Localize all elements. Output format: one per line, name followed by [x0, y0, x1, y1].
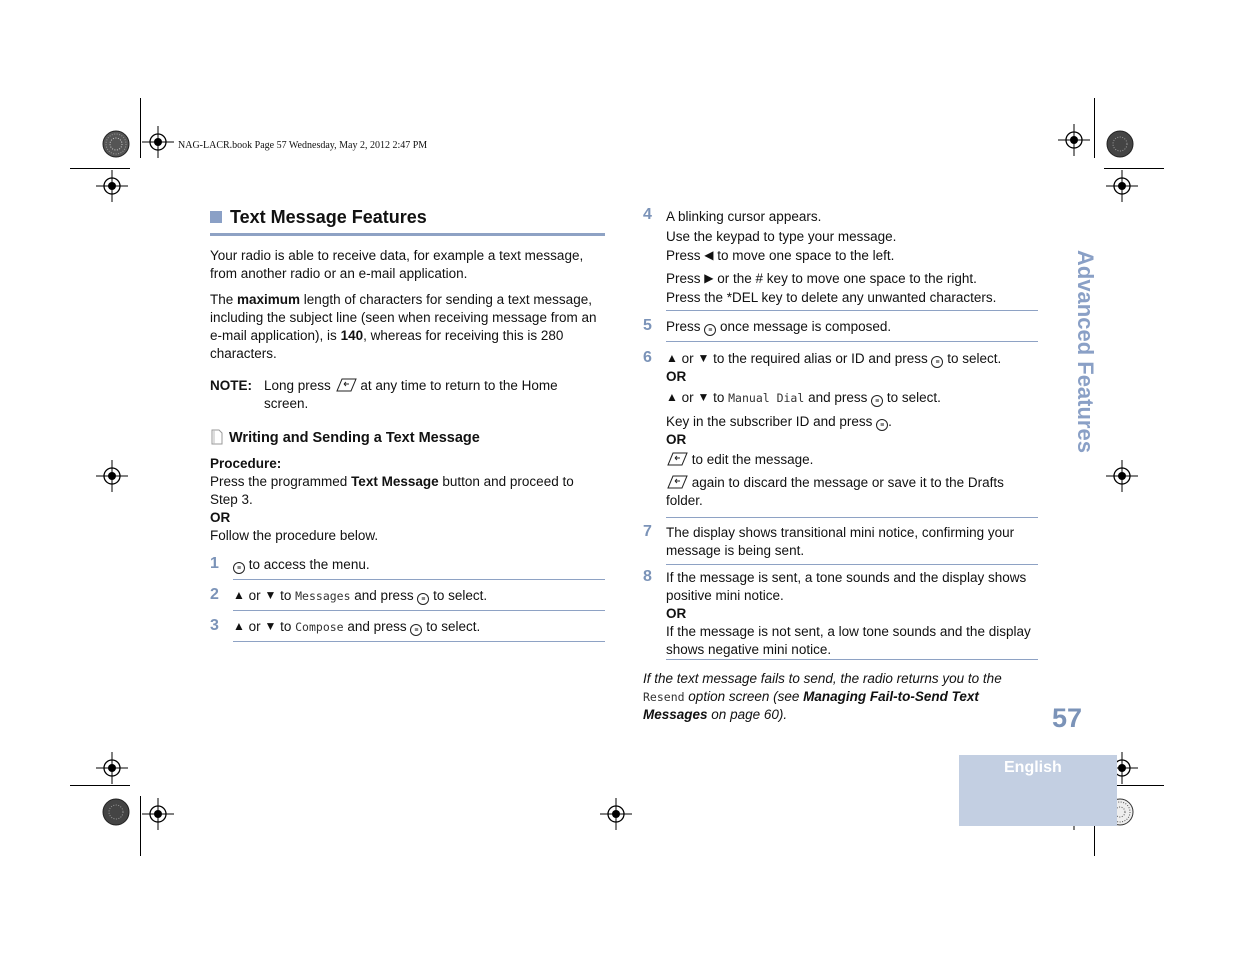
text-run: and press [347, 619, 407, 634]
cross-reference: Managing Fail-to-Send Text Messages [643, 689, 979, 722]
bold-run: 140 [340, 328, 364, 343]
text-run: length of characters for sending a text message, including the subject line (seen when receiving message from an e-mail application), is [210, 292, 597, 343]
text-run: to [280, 619, 292, 634]
text-run: to select. [947, 351, 1002, 366]
text-run: Press the programmed [210, 474, 352, 489]
text-line [666, 389, 1038, 407]
note-text [264, 377, 605, 413]
menu-ok-icon: ≡ [233, 562, 245, 574]
text-run: to access the menu. [248, 557, 370, 572]
text-run: to the required alias or ID and press [713, 351, 928, 366]
text-run: option screen (see [684, 689, 804, 704]
text-run: The [210, 292, 238, 307]
registration-mark-icon [1106, 460, 1138, 492]
registration-mark-icon [1106, 170, 1138, 202]
text-line: If the message is not sent, a low tone sounds and the display shows negative mini notice. [666, 624, 1031, 657]
text-run: or [248, 588, 261, 603]
step-divider [233, 641, 605, 642]
step-number: 8 [643, 568, 652, 585]
back-home-icon [335, 378, 357, 392]
registration-mark-icon [96, 460, 128, 492]
text-run: or [248, 619, 261, 634]
step-divider [666, 310, 1038, 311]
menu-ok-icon: ≡ [704, 324, 716, 336]
note-block [210, 377, 605, 413]
registration-mark-icon [142, 798, 174, 830]
or-label: OR [666, 606, 687, 621]
step-divider [233, 579, 605, 580]
bold-run: Text Message [351, 474, 439, 489]
text-run: to select. [426, 619, 481, 634]
text-run: to select. [886, 390, 941, 405]
step-number: 6 [643, 349, 652, 366]
down-arrow-icon: ▼ [264, 619, 277, 633]
step-4-text [666, 207, 1038, 308]
step-2-text [233, 587, 487, 605]
side-tab-title: Advanced Features [1073, 250, 1098, 453]
procedure-block [210, 455, 605, 545]
text-line: Press the *DEL key to delete any unwanted characters. [666, 290, 997, 305]
text-run: and press [808, 390, 868, 405]
menu-ok-icon: ≡ [871, 395, 883, 407]
section-title: Text Message Features [230, 207, 427, 227]
step-divider [233, 610, 605, 611]
step-3-text [233, 618, 480, 636]
text-run: to edit the message. [691, 452, 814, 467]
up-arrow-icon: ▲ [666, 351, 678, 365]
menu-ok-icon: ≡ [410, 624, 422, 636]
step-5-text [666, 318, 891, 336]
step-divider [666, 564, 1038, 565]
menu-ok-icon: ≡ [417, 593, 429, 605]
step-1-text [233, 556, 370, 574]
or-label: OR [666, 432, 687, 447]
step-divider [666, 517, 1038, 518]
down-arrow-icon: ▼ [264, 588, 277, 602]
registration-mark-icon [96, 752, 128, 784]
left-arrow-icon: ◀ [704, 248, 714, 262]
text-run: again to discard the message or save it to the Drafts folder. [666, 475, 1004, 508]
menu-ok-icon: ≡ [931, 356, 943, 368]
menu-item-name: Manual Dial [728, 391, 805, 405]
or-label: OR [666, 369, 687, 384]
text-run: on page 60). [707, 707, 788, 722]
note-label: NOTE: [210, 378, 252, 393]
text-line [666, 350, 1038, 368]
text-run: Press [666, 319, 701, 334]
document-icon [210, 429, 223, 445]
book-header: NAG-LACR.book Page 57 Wednesday, May 2, 2012 2:47 PM [178, 140, 428, 151]
step-divider [666, 659, 1038, 660]
text-run: Press [666, 248, 701, 263]
procedure-label: Procedure: [210, 456, 282, 471]
registration-mark-icon [1058, 124, 1090, 156]
subsection-title: Writing and Sending a Text Message [229, 430, 480, 446]
down-arrow-icon: ▼ [697, 351, 710, 365]
up-arrow-icon: ▲ [233, 588, 245, 602]
color-wheel-icon [102, 130, 130, 158]
text-line [666, 269, 1038, 289]
step-number: 1 [210, 555, 219, 572]
language-tab [959, 755, 1117, 826]
text-line [666, 246, 1038, 266]
down-arrow-icon: ▼ [697, 390, 710, 404]
maximum-paragraph [210, 291, 605, 363]
text-run: , whereas for receiving this is 280 characters. [210, 328, 564, 361]
text-run: to [713, 390, 725, 405]
text-line [666, 474, 1038, 510]
step-number: 4 [643, 206, 652, 223]
menu-item-name: Messages [295, 589, 351, 603]
intro-paragraph: Your radio is able to receive data, for example a text message, from another radio or an e-mail application. [210, 248, 584, 281]
text-line: Use the keypad to type your message. [666, 228, 897, 244]
language-tab-label: English [1004, 759, 1062, 776]
footer-note [643, 670, 1038, 724]
section-title-block [210, 207, 605, 236]
text-run: to select. [433, 588, 488, 603]
step-number: 2 [210, 586, 219, 603]
menu-item-name: Resend [643, 690, 685, 704]
registration-mark-icon [600, 798, 632, 830]
right-arrow-icon: ▶ [704, 270, 714, 285]
text-line: A blinking cursor appears. [666, 209, 822, 224]
page-number: 57 [1052, 703, 1083, 733]
text-line [666, 451, 1038, 469]
text-run: and press [354, 588, 414, 603]
follow-text: Follow the procedure below. [210, 528, 379, 543]
registration-mark-icon [96, 170, 128, 202]
menu-item-name: Compose [295, 620, 344, 634]
up-arrow-icon: ▲ [233, 619, 245, 633]
text-run: Key in the subscriber ID and press [666, 414, 873, 429]
text-line: If the message is sent, a tone sounds and the display shows positive mini notice. [666, 570, 1027, 603]
color-wheel-icon [1106, 130, 1134, 158]
step-number: 3 [210, 617, 219, 634]
menu-ok-icon: ≡ [876, 419, 888, 431]
section-title-rule [210, 233, 605, 236]
subsection-title-block [210, 429, 480, 447]
step-8-text [666, 569, 1040, 659]
up-arrow-icon: ▲ [666, 390, 678, 404]
text-run: at any time to return to the Home screen. [264, 378, 558, 411]
text-run: Press [666, 270, 701, 286]
text-run: to [280, 588, 292, 603]
back-home-icon [666, 452, 688, 466]
text-run: once message is composed. [720, 319, 892, 334]
bold-run: maximum [237, 292, 301, 307]
back-home-icon [666, 475, 688, 489]
text-run: . [888, 414, 892, 429]
section-bullet-icon [210, 211, 222, 223]
text-run: button and proceed to Step 3. [210, 474, 574, 507]
step-number: 5 [643, 317, 652, 334]
text-run: to move one space to the left. [717, 248, 895, 263]
text-run: or [681, 351, 694, 366]
text-run: or the # key to move one space to the right. [717, 270, 977, 286]
step-6-text [666, 350, 1038, 510]
text-run: If the text message fails to send, the radio returns you to the [643, 671, 1002, 686]
text-line [666, 413, 1038, 431]
text-run: or [681, 390, 694, 405]
text-run: Long press [264, 378, 331, 393]
step-divider [666, 341, 1038, 342]
step-7-text: The display shows transitional mini notice, confirming your message is being sent. [666, 525, 1015, 558]
or-label: OR [210, 510, 231, 525]
step-number: 7 [643, 523, 652, 540]
registration-mark-icon [142, 126, 174, 158]
color-wheel-icon [102, 798, 130, 826]
procedure-text [210, 473, 605, 509]
